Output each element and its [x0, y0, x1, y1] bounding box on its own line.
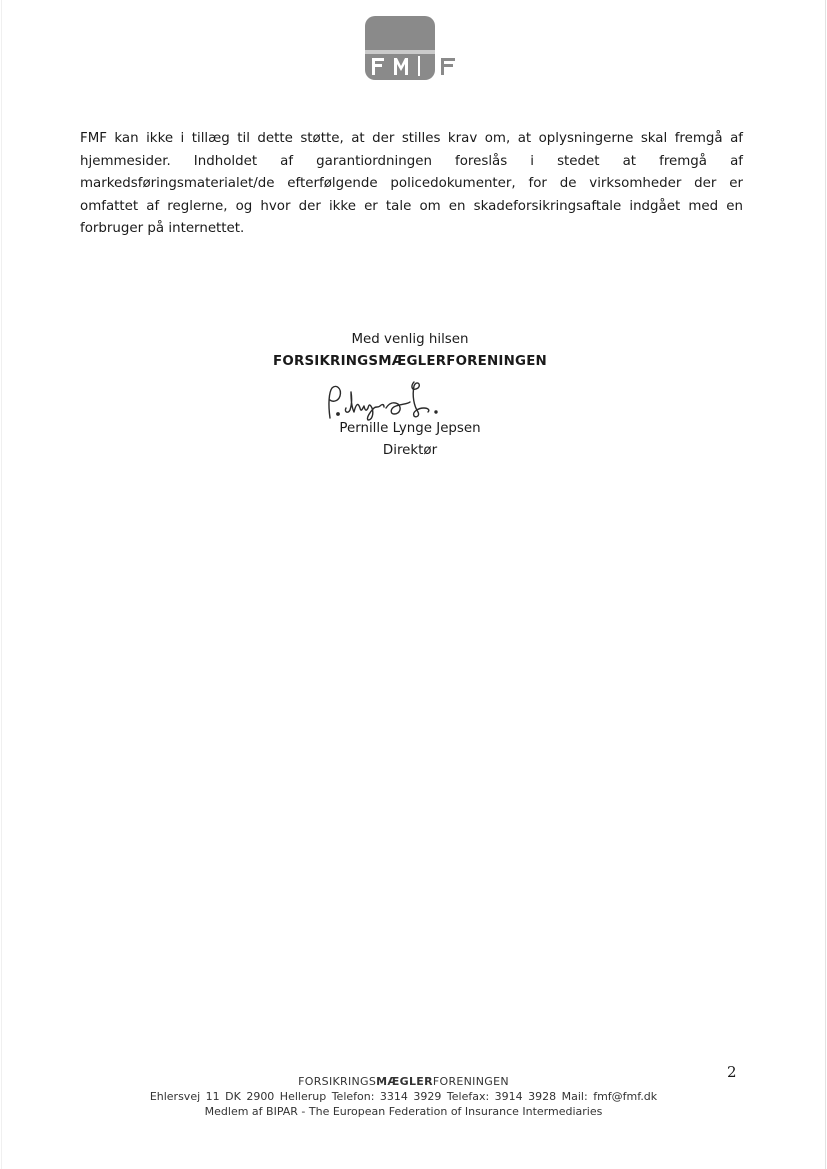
signer-name: Pernille Lynge Jepsen — [339, 421, 481, 436]
closing-greeting: Med venlig hilsen — [351, 332, 469, 347]
footer-org-suffix: FORENINGEN — [432, 1075, 509, 1088]
footer-org-bold: MÆGLER — [376, 1075, 433, 1088]
footer-membership: Medlem af BIPAR - The European Federation of Insurance Intermediaries — [204, 1105, 603, 1118]
fmf-logo — [362, 14, 472, 84]
footer-organization — [100, 1074, 707, 1089]
footer-address: Ehlersvej 11 DK 2900 Hellerup Telefon: 3314 3929 Telefax: 3914 3928 Mail: fmf@fmf.dk — [149, 1090, 658, 1103]
scan-edge-right — [825, 0, 826, 1169]
page-number: 2 — [727, 1063, 737, 1081]
letter-paragraph: FMF kan ikke i tillæg til dette støtte, at der stilles krav om, at oplysningerne skal fremgå af hjemmesider. Indholdet af garantiordningen foreslås i stedet at fremgå af markedsføringsmaterialet/de efterfølgende policedokumenter, for de virksomheder der er omfattet af reglerne, og hvor der ikke er tale om en skadeforsikringsaftale indgået med en forbruger på internettet. — [80, 131, 743, 236]
fmf-logo-graphic — [362, 14, 472, 84]
closing-organization: FORSIKRINGSMÆGLERFORENINGEN — [273, 354, 547, 369]
scan-edge-left — [1, 0, 2, 1169]
signer-title: Direktør — [382, 443, 438, 458]
footer-org-prefix: FORSIKRINGS — [298, 1075, 377, 1088]
